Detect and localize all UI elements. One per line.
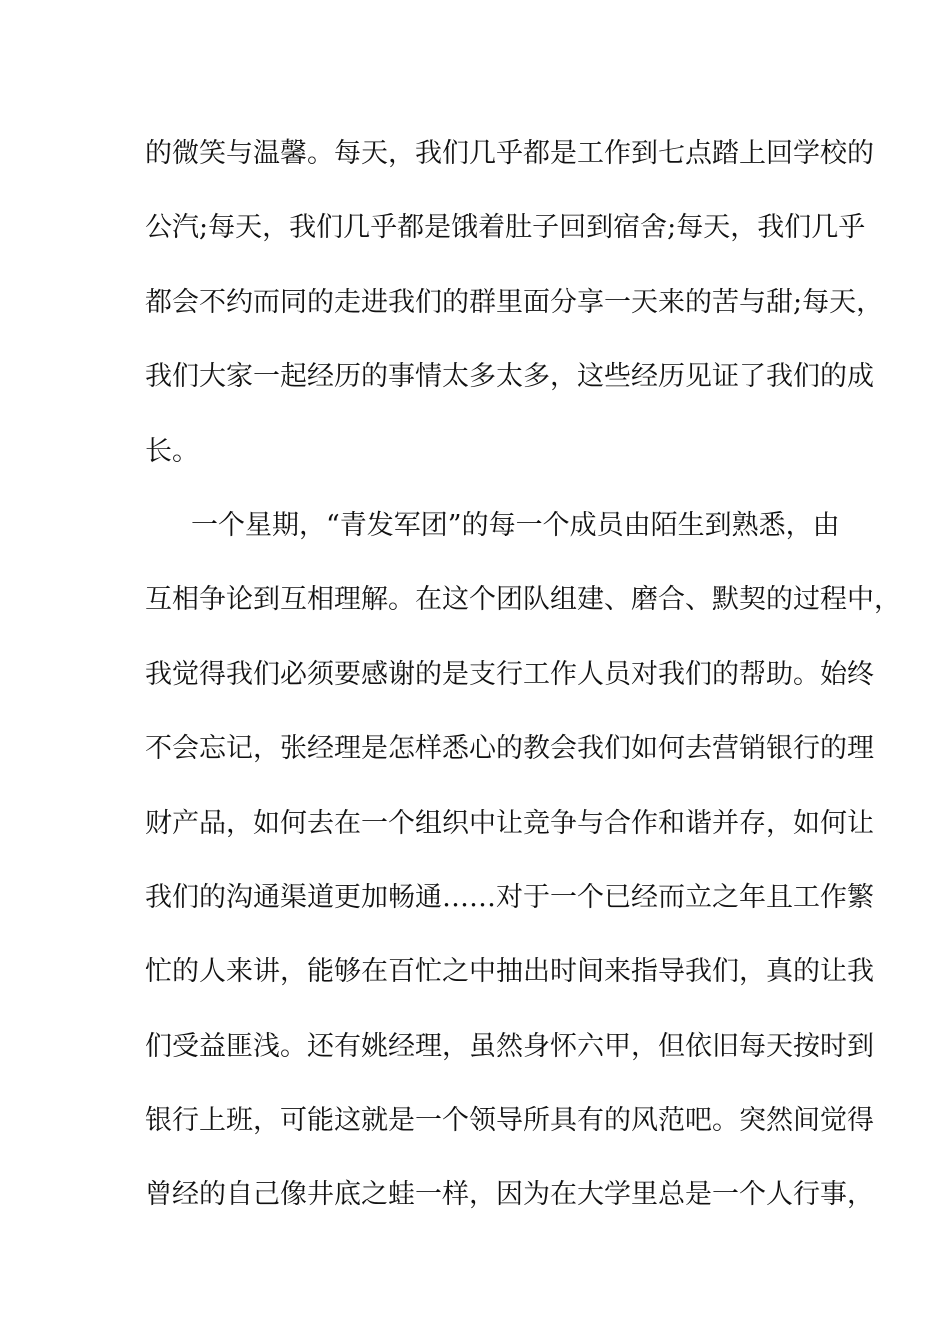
text-line: 都会不约而同的走进我们的群里面分享一天来的苦与甜;每天， [145,286,884,318]
text-line: 曾经的自己像井底之蛙一样，因为在大学里总是一个人行事， [145,1179,874,1211]
text-line: 们受益匪浅。还有姚经理，虽然身怀六甲，但依旧每天按时到 [145,1030,874,1062]
text-line: 公汽;每天，我们几乎都是饿着肚子回到宿舍;每天，我们几乎 [145,212,866,244]
text-line: 我觉得我们必须要感谢的是支行工作人员对我们的帮助。始终 [145,658,874,690]
text-line: 互相争论到互相理解。在这个团队组建、磨合、默契的过程中， [145,584,901,616]
body-text [145,127,901,1243]
text-line: 我们的沟通渠道更加畅通……对于一个已经而立之年且工作繁 [145,881,874,913]
text-line: 财产品，如何去在一个组织中让竞争与合作和谐并存，如何让 [145,807,874,839]
text-line: 不会忘记，张经理是怎样悉心的教会我们如何去营销银行的理 [145,733,874,765]
text-line: 银行上班，可能这就是一个领导所具有的风范吧。突然间觉得 [145,1105,874,1137]
paragraph-first-line: 一个星期，“青发军团”的每一个成员由陌生到熟悉，由 [191,509,840,541]
text-line: 的微笑与温馨。每天，我们几乎都是工作到七点踏上回学校的 [145,138,874,169]
text-line: 忙的人来讲，能够在百忙之中抽出时间来指导我们，真的让我 [145,956,874,988]
text-line: 我们大家一起经历的事情太多太多，这些经历见证了我们的成 [145,361,874,393]
text-line: 长。 [145,435,199,467]
